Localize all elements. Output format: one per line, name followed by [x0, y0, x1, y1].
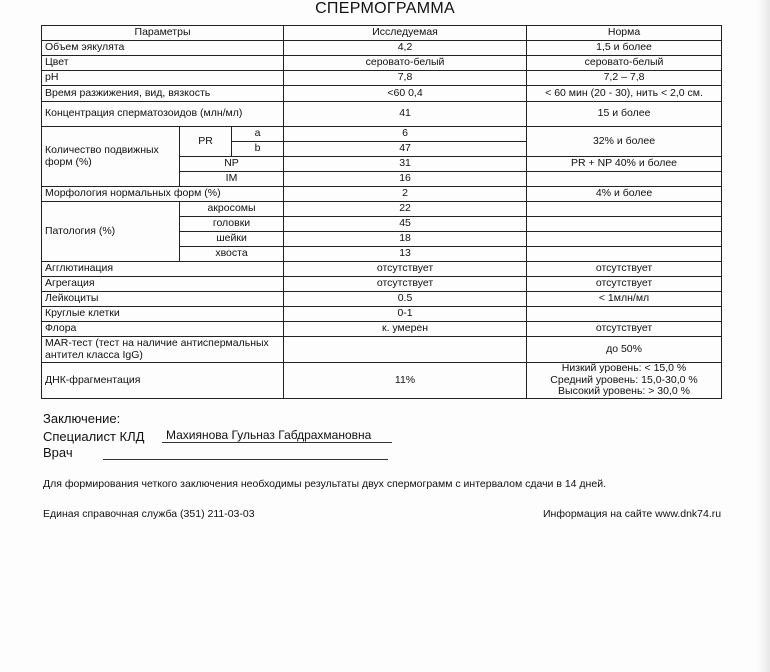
- ph-label: pH: [42, 71, 284, 86]
- ph-norm: 7,2 – 7,8: [527, 71, 722, 86]
- header-norm: Норма: [527, 26, 722, 41]
- liquefaction-norm: < 60 мин (20 - 30), нить < 2,0 см.: [527, 86, 722, 102]
- morphology-label: Морфология нормальных форм (%): [42, 187, 284, 202]
- flora-norm: отсутствует: [527, 322, 722, 337]
- motility-pr-norm: 32% и более: [527, 127, 722, 157]
- motility-b: b: [232, 142, 284, 157]
- row-pathology-acrosome: [42, 202, 722, 217]
- document-title: СПЕРМОГРАММА: [315, 0, 455, 17]
- pathology-tail-value: 13: [284, 247, 527, 262]
- motility-np: NP: [180, 157, 284, 172]
- volume-label: Объем эякулята: [42, 41, 284, 56]
- row-liquefaction: [42, 86, 722, 102]
- doctor-signature-line: [103, 445, 388, 460]
- page-edge-shadow: [756, 0, 770, 672]
- header-params: Параметры: [42, 26, 284, 41]
- leukocytes-value: 0.5: [284, 292, 527, 307]
- row-aggregation: [42, 277, 722, 292]
- color-value: серовато-белый: [284, 56, 527, 71]
- pathology-acrosome-value: 22: [284, 202, 527, 217]
- aggregation-value: отсутствует: [284, 277, 527, 292]
- dna-value: 11%: [284, 363, 527, 399]
- liquefaction-value: <60 0,4: [284, 86, 527, 102]
- pathology-tail-norm: [527, 247, 722, 262]
- pathology-neck-norm: [527, 232, 722, 247]
- flora-value: к. умерен: [284, 322, 527, 337]
- volume-value: 4,2: [284, 41, 527, 56]
- motility-a: a: [232, 127, 284, 142]
- specialist-name: Махиянова Гульназ Габдрахмановна: [162, 428, 392, 443]
- results-table: [41, 25, 722, 399]
- mar-test-norm: до 50%: [527, 337, 722, 363]
- conclusion-label: Заключение:: [43, 411, 121, 426]
- header-measured: Исследуемая: [284, 26, 527, 41]
- row-dna: [42, 363, 722, 399]
- motility-a-value: 6: [284, 127, 527, 142]
- flora-label: Флора: [42, 322, 284, 337]
- round-cells-label: Круглые клетки: [42, 307, 284, 322]
- mar-test-value: [284, 337, 527, 363]
- row-motility-a: [42, 127, 722, 142]
- motility-label: Количество подвижных форм (%): [42, 127, 180, 187]
- color-label: Цвет: [42, 56, 284, 71]
- row-round-cells: [42, 307, 722, 322]
- concentration-value: 41: [284, 102, 527, 127]
- leukocytes-norm: < 1млн/мл: [527, 292, 722, 307]
- dna-norm-high: Высокий уровень: > 30,0 %: [558, 385, 690, 398]
- round-cells-value: 0-1: [284, 307, 527, 322]
- concentration-label: Концентрация сперматозоидов (млн/мл): [42, 102, 284, 127]
- liquefaction-label: Время разжижения, вид, вязкость: [42, 86, 284, 102]
- dna-norm-low: Низкий уровень: < 15,0 %: [561, 362, 687, 375]
- pathology-neck-value: 18: [284, 232, 527, 247]
- pathology-label: Патология (%): [42, 202, 180, 262]
- pathology-head: головки: [180, 217, 284, 232]
- morphology-norm: 4% и более: [527, 187, 722, 202]
- motility-im-norm: [527, 172, 722, 187]
- motility-im: IM: [180, 172, 284, 187]
- dna-label: ДНК-фрагментация: [42, 363, 284, 399]
- leukocytes-label: Лейкоциты: [42, 292, 284, 307]
- motility-im-value: 16: [284, 172, 527, 187]
- round-cells-norm: [527, 307, 722, 322]
- pathology-head-value: 45: [284, 217, 527, 232]
- agglutination-label: Агглютинация: [42, 262, 284, 277]
- phone-text: Единая справочная служба (351) 211-03-03: [43, 508, 255, 520]
- row-agglutination: [42, 262, 722, 277]
- row-concentration: [42, 102, 722, 127]
- row-volume: [42, 41, 722, 56]
- concentration-norm: 15 и более: [527, 102, 722, 127]
- row-morphology: [42, 187, 722, 202]
- pathology-tail: хвоста: [180, 247, 284, 262]
- site-text: Информация на сайте www.dnk74.ru: [543, 508, 722, 520]
- row-ph: [42, 71, 722, 86]
- aggregation-label: Агрегация: [42, 277, 284, 292]
- color-norm: серовато-белый: [527, 56, 722, 71]
- row-flora: [42, 322, 722, 337]
- motility-pr: PR: [180, 127, 232, 157]
- morphology-value: 2: [284, 187, 527, 202]
- dna-norm-mid: Средний уровень: 15,0-30,0 %: [550, 373, 698, 386]
- ph-value: 7,8: [284, 71, 527, 86]
- doctor-label: Врач: [43, 445, 73, 460]
- agglutination-value: отсутствует: [284, 262, 527, 277]
- row-mar-test: [42, 337, 722, 363]
- header-row: [42, 26, 722, 41]
- dna-norm: [527, 363, 722, 399]
- motility-np-value: 31: [284, 157, 527, 172]
- note-text: Для формирования четкого заключения необходимы результаты двух спермограмм с интервалом сдачи в 14 дней.: [43, 478, 606, 490]
- agglutination-norm: отсутствует: [527, 262, 722, 277]
- aggregation-norm: отсутствует: [527, 277, 722, 292]
- motility-np-norm: PR + NP 40% и более: [527, 157, 722, 172]
- pathology-acrosome: акросомы: [180, 202, 284, 217]
- pathology-acrosome-norm: [527, 202, 722, 217]
- pathology-head-norm: [527, 217, 722, 232]
- row-leukocytes: [42, 292, 722, 307]
- mar-test-label: MAR-тест (тест на наличие антиспермальных антител класса IgG): [42, 337, 284, 363]
- volume-norm: 1,5 и более: [527, 41, 722, 56]
- pathology-neck: шейки: [180, 232, 284, 247]
- row-color: [42, 56, 722, 71]
- motility-b-value: 47: [284, 142, 527, 157]
- specialist-label: Специалист КЛД: [43, 429, 145, 444]
